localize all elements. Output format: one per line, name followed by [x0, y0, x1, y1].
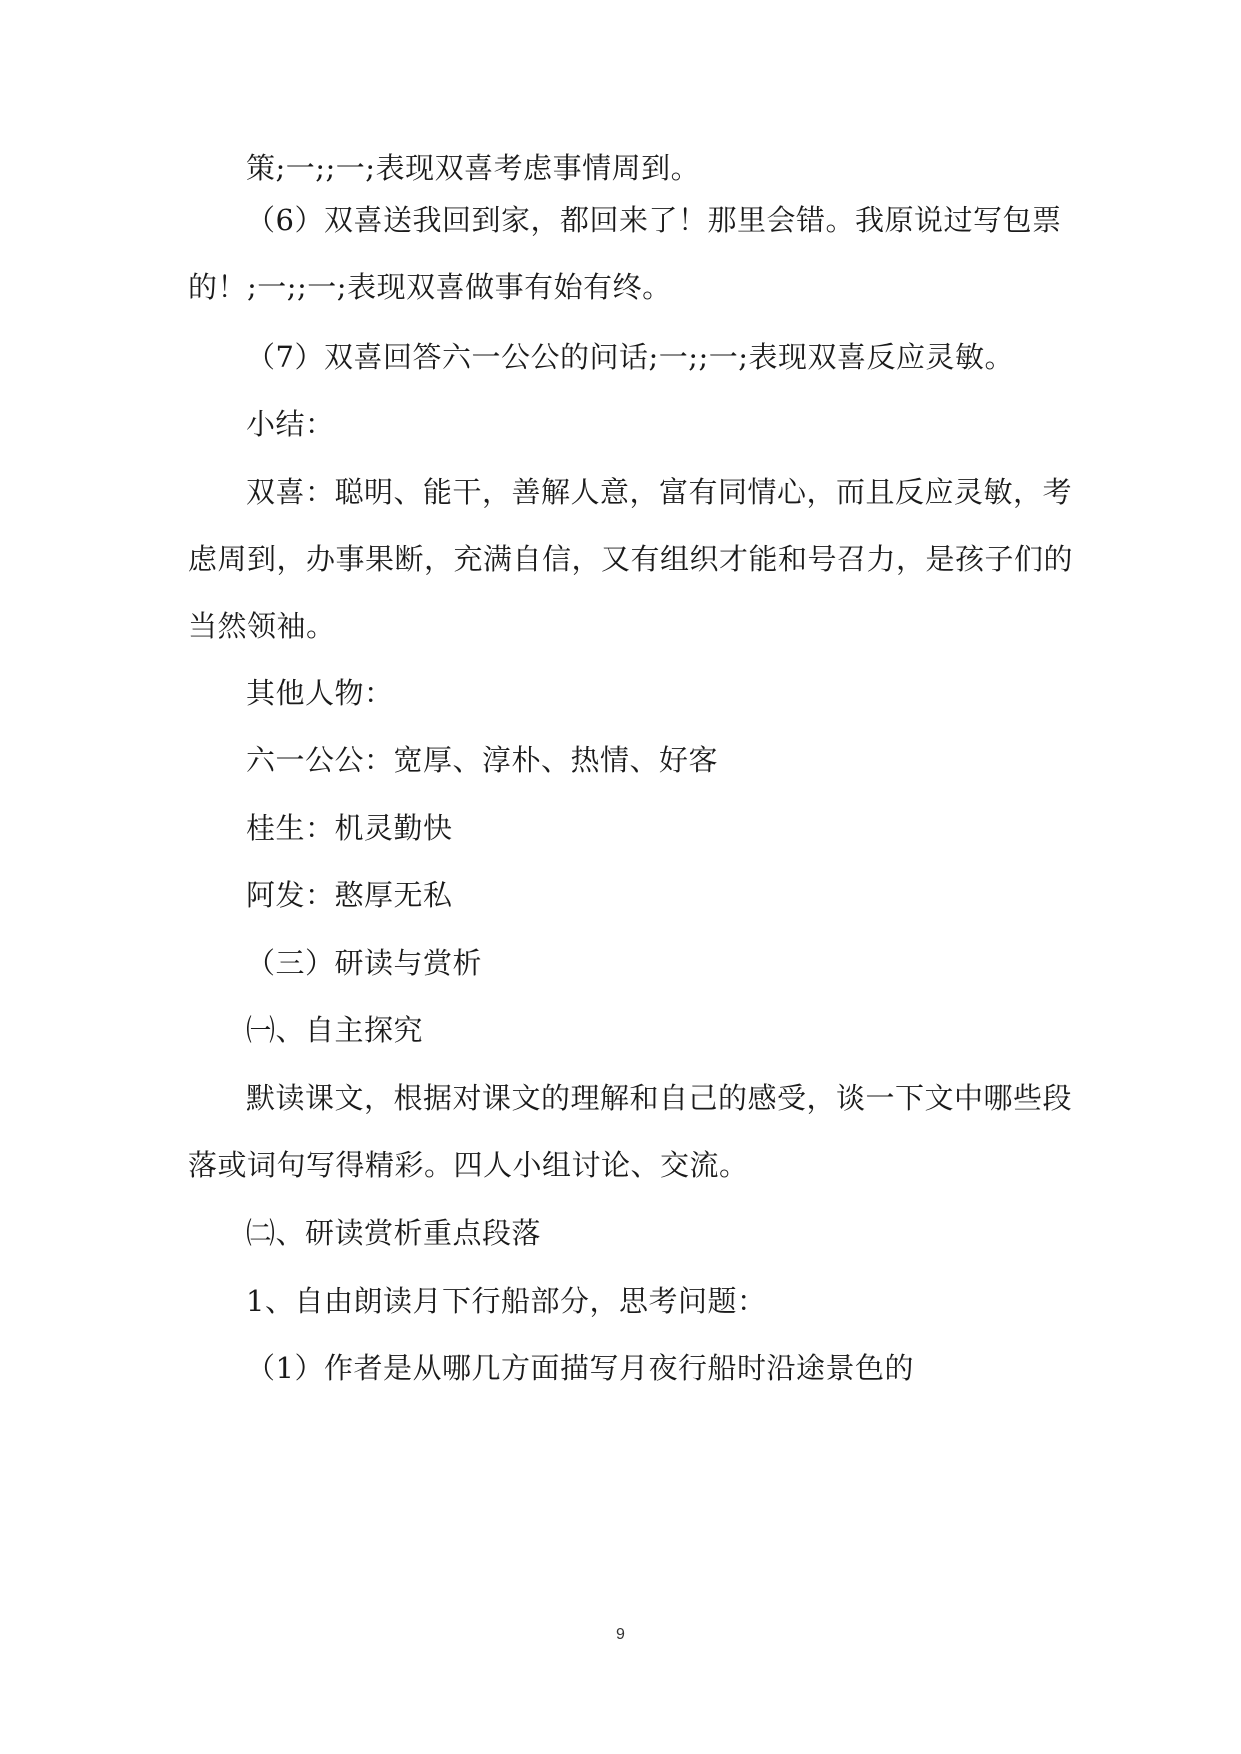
text-line-14: ㈠、自主探究	[246, 1013, 424, 1047]
text-line-11: 桂生：机灵勤快	[246, 811, 453, 845]
text-line-8: 当然领袖。	[188, 609, 336, 643]
text-line-1: 策;一;;一;表现双喜考虑事情周到。	[246, 151, 701, 185]
text-line-3: 的！;一;;一;表现双喜做事有始有终。	[188, 270, 672, 304]
text-line-15: 默读课文，根据对课文的理解和自己的感受，谈一下文中哪些段	[246, 1081, 1073, 1115]
text-line-5: 小结：	[246, 407, 335, 441]
page-number: 9	[616, 1626, 625, 1643]
text-line-13: （三）研读与赏析	[246, 946, 483, 980]
text-line-10: 六一公公：宽厚、淳朴、热情、好客	[246, 743, 719, 777]
text-line-4: （7）双喜回答六一公公的问话;一;;一;表现双喜反应灵敏。	[246, 340, 1015, 374]
text-line-19: （1）作者是从哪几方面描写月夜行船时沿途景色的	[246, 1351, 914, 1385]
text-line-12: 阿发：憨厚无私	[246, 878, 453, 912]
text-line-9: 其他人物：	[246, 676, 394, 710]
text-line-16: 落或词句写得精彩。四人小组讨论、交流。	[188, 1148, 749, 1182]
text-line-7: 虑周到，办事果断，充满自信，又有组织才能和号召力，是孩子们的	[188, 542, 1074, 576]
text-line-6: 双喜：聪明、能干，善解人意，富有同情心，而且反应灵敏，考	[246, 475, 1073, 509]
text-line-18: 1、自由朗读月下行船部分，思考问题：	[246, 1284, 767, 1318]
text-line-17: ㈡、研读赏析重点段落	[246, 1216, 542, 1250]
text-line-2: （6）双喜送我回到家，都回来了！那里会错。我原说过写包票	[246, 203, 1062, 237]
